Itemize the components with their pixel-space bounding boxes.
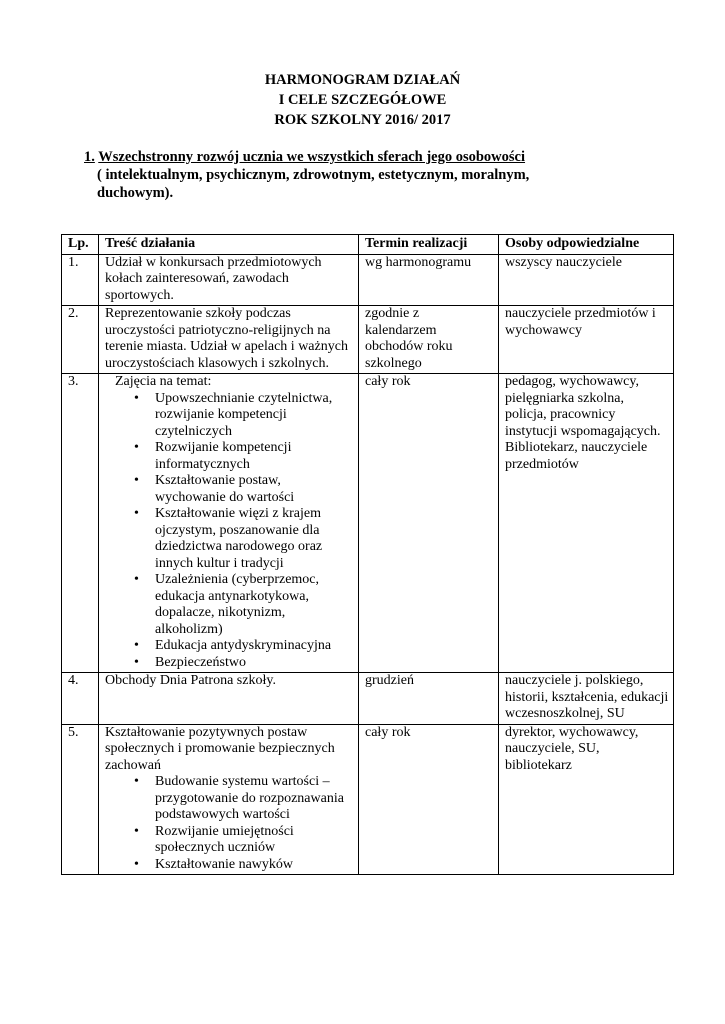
bullet-icon: • — [134, 856, 139, 872]
row-persons: dyrektor, wychowawcy, nauczyciele, SU, bibliotekarz — [499, 724, 674, 875]
row-persons: nauczyciele przedmiotów i wychowawcy — [499, 306, 674, 374]
row-persons: nauczyciele j. polskiego, historii, kształcenia, edukacji wczesnoszkolnej, SU — [499, 673, 674, 725]
bullet-icon: • — [134, 506, 139, 521]
list-item: • Rozwijanie umiejętności społecznych uczniów — [134, 823, 294, 855]
row-content — [99, 724, 359, 875]
row-content: Reprezentowanie szkoły podczas uroczystości patriotyczno-religijnych na terenie miasta. Udział w apelach i ważnych uroczystościach klasowych i szkolnych. — [99, 306, 359, 374]
action-plan-table — [61, 234, 674, 875]
title-line-3: ROK SZKOLNY 2016/ 2017 — [274, 112, 451, 128]
column-header-lp: Lp. — [62, 235, 99, 255]
section-number: 1. — [84, 149, 95, 165]
section-subline-1: ( intelektualnym, psychicznym, zdrowotnym, estetycznym, moralnym, — [97, 167, 530, 183]
list-item: • Kształtowanie postaw, wychowanie do wartości — [134, 473, 295, 505]
bullet-list — [105, 391, 354, 672]
bullet-icon: • — [134, 823, 139, 839]
row-intro: Kształtowanie pozytywnych postaw społecznych i promowanie bezpiecznych zachowań — [105, 724, 335, 773]
row-persons: pedagog, wychowawcy, pielęgniarka szkolna, policja, pracownicy instytucji wspomagających. Bibliotekarz, nauczyciele przedmiotów — [499, 374, 674, 673]
list-item: • Bezpieczeństwo — [134, 654, 246, 670]
bullet-icon: • — [134, 638, 139, 653]
table-row — [62, 724, 674, 875]
list-item: • Edukacja antydyskryminacyjna — [134, 638, 332, 653]
row-number: 2. — [62, 306, 99, 374]
row-number: 4. — [62, 673, 99, 725]
column-header-persons: Osoby odpowiedzialne — [499, 235, 674, 255]
section-heading — [84, 148, 644, 202]
bullet-icon: • — [134, 473, 139, 488]
bullet-icon: • — [134, 774, 139, 789]
row-term: cały rok — [359, 724, 499, 875]
bullet-icon: • — [134, 572, 139, 587]
row-number: 5. — [62, 724, 99, 875]
bullet-icon: • — [134, 440, 139, 455]
document-title — [0, 70, 725, 130]
row-term: zgodnie z kalendarzem obchodów roku szkolnego — [359, 306, 499, 374]
table-header-row — [62, 235, 674, 255]
table-row — [62, 374, 674, 673]
row-content — [99, 374, 359, 673]
table-row — [62, 306, 674, 374]
list-item: • Kształtowanie nawyków — [134, 856, 294, 872]
list-item: • Kształtowanie więzi z krajem ojczystym, poszanowanie dla dziedzictwa narodowego oraz innych kultur i tradycji — [134, 506, 323, 571]
row-term: grudzień — [359, 673, 499, 725]
column-header-term: Termin realizacji — [359, 235, 499, 255]
list-item: • Budowanie systemu wartości – przygotowanie do rozpoznawania podstawowych wartości — [134, 774, 344, 822]
section-subline-2: duchowym). — [97, 185, 174, 201]
title-line-1: HARMONOGRAM DZIAŁAŃ — [264, 72, 461, 88]
bullet-icon: • — [134, 654, 139, 670]
row-number: 3. — [62, 374, 99, 673]
row-term: cały rok — [359, 374, 499, 673]
row-term: wg harmonogramu — [359, 254, 499, 306]
list-item: • Uzależnienia (cyberprzemoc, edukacja antynarkotykowa, dopalacze, nikotynizm, alkoholizm) — [134, 572, 320, 637]
row-content: Obchody Dnia Patrona szkoły. — [99, 673, 359, 725]
table-row — [62, 254, 674, 306]
table-row — [62, 673, 674, 725]
row-number: 1. — [62, 254, 99, 306]
row-persons: wszyscy nauczyciele — [499, 254, 674, 306]
bullet-icon: • — [134, 390, 139, 406]
bullet-list — [105, 774, 354, 873]
row-intro: Zajęcia na temat: — [115, 374, 212, 389]
title-line-2: I CELE SZCZEGÓŁOWE — [278, 92, 447, 108]
column-header-content: Treść działania — [99, 235, 359, 255]
row-content: Udział w konkursach przedmiotowych kołach zainteresowań, zawodach sportowych. — [99, 254, 359, 306]
list-item: • Upowszechnianie czytelnictwa, rozwijanie kompetencji czytelniczych — [134, 390, 333, 439]
list-item: • Rozwijanie kompetencji informatycznych — [134, 440, 292, 472]
section-title: Wszechstronny rozwój ucznia we wszystkich sferach jego osobowości — [98, 149, 526, 165]
